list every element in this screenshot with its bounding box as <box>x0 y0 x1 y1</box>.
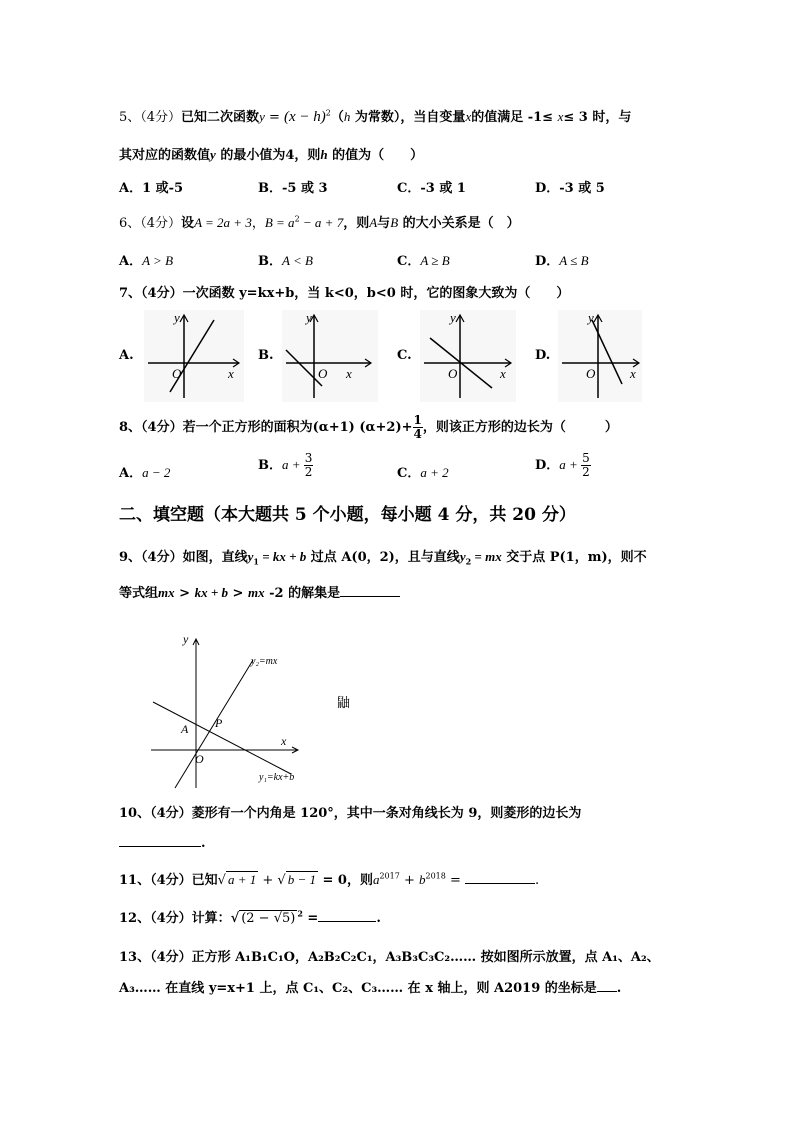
fraction: $\frac{5}{2}$ <box>582 451 590 479</box>
axis-x-label: x <box>228 366 234 381</box>
q5-option-d: D．-3 或 5 <box>535 181 605 196</box>
q7-line: 7、（4分）一次函数 y=kx+b，当 k<0，b<0 时，它的图象大致为（ ） <box>119 286 570 301</box>
graph-line <box>592 320 622 384</box>
q6-option-a: A．A > B <box>119 253 174 269</box>
q10-line1: 10、（4分）菱形有一个内角是 120°，其中一条对角线长为 9，则菱形的边长为 <box>119 806 582 821</box>
q8-option-d: D．a + $\frac{5}{2}$ <box>535 451 590 479</box>
q8-option-b: B．a + $\frac{3}{2}$ <box>258 451 313 479</box>
q8-option-a: A．a − 2 <box>119 465 171 481</box>
q7-option-d: D. <box>535 348 551 363</box>
q6-option-c: C．A ≥ B <box>397 253 450 269</box>
q10-line2: . <box>119 836 206 851</box>
origin-label: O <box>172 366 182 381</box>
q5-option-c: C．-3 或 1 <box>397 181 466 196</box>
q13-line1: 13、（4分）正方形 A₁B₁C₁O，A₂B₂C₂C₁，A₃B₃C₃C₂…… 按如图所示放置，点 A₁、A₂、 <box>119 950 660 965</box>
axis-y-label: y <box>306 310 312 325</box>
q7-option-b: B. <box>258 348 274 363</box>
fig-p-label: P <box>215 716 223 730</box>
q12-line: 12、（4分）计算：√ (2 − √5) $^2$ = . <box>119 908 381 926</box>
fraction: $\frac{3}{2}$ <box>304 451 313 479</box>
q5-line1: 5、（4分）已知二次函数$y = (x - h)^2(h$ 为常数），当自变量x的值满足 -1≤ x≤ 3 时，与 <box>119 108 632 125</box>
graph-c-svg <box>420 310 516 402</box>
origin-label: O <box>448 366 458 381</box>
section-heading: 二、填空题（本大题共 5 个小题，每小题 4 分，共 20 分） <box>119 505 576 525</box>
q13-line2: A₃…… 在直线 y=x+1 上，点 C₁、C₂、C₃…… 在 x 轴上，则 A2019 的坐标是 . <box>119 981 622 996</box>
answer-blank <box>119 846 201 847</box>
q9-figure-svg <box>145 632 325 792</box>
q8-line: 8、（4分）若一个正方形的面积为(α+1) (α+2)+ $\frac{1}{4}$ ，则该正方形的边长为（ ） <box>119 413 618 441</box>
axis-y-label: y <box>588 310 594 325</box>
graph-line <box>286 350 322 386</box>
axis-y-label: y <box>174 310 180 325</box>
q6-line: 6、（4分）设A = 2a + 3，$B = a^2 - a + 7$，则A与B 的大小关系是（ ） <box>119 214 520 231</box>
fig-origin-label: O <box>195 752 204 766</box>
fig-y-label: y <box>183 632 189 646</box>
q7-graph-c <box>420 310 516 402</box>
sqrt-symbol: √ <box>230 911 240 926</box>
q9-figure <box>145 632 325 792</box>
q9-line1: 9、（4分）如图，直线$y_1$ = kx + b 过点 A(0，2)，且与直线$y_2$ = mx 交于点 P(1，m)，则不 <box>119 549 647 567</box>
q7-option-c: C. <box>397 348 412 363</box>
graph-a-svg <box>144 310 244 402</box>
q6-option-b: B．A < B <box>258 253 313 269</box>
sqrt-symbol: √ <box>277 873 286 888</box>
sqrt-symbol: √ <box>217 873 226 888</box>
q5-line2: 其对应的函数值y 的最小值为4，则h 的值为（ ） <box>119 147 424 163</box>
answer-blank <box>465 883 535 884</box>
answer-blank <box>318 921 376 922</box>
fig-y1-label: y₁=kx+b <box>259 772 295 783</box>
axis-x-label: x <box>346 366 352 381</box>
fig-a-label: A <box>181 722 189 736</box>
q5-option-a: A．1 或-5 <box>119 181 184 196</box>
origin-label: O <box>318 366 328 381</box>
q6-option-d: D．A ≤ B <box>535 253 589 269</box>
q7-option-a: A. <box>119 348 134 363</box>
graph-b-svg <box>282 310 378 402</box>
origin-label: O <box>586 366 596 381</box>
line-y1 <box>153 702 291 774</box>
axis-x-label: x <box>500 366 506 381</box>
q7-graph-b <box>282 310 378 402</box>
q7-graph-d <box>558 310 642 402</box>
q9-line2: 等式组mx > kx + b > mx -2 的解集是 <box>119 582 400 601</box>
answer-blank <box>597 991 617 992</box>
axis-x-label: x <box>630 366 636 381</box>
stray-character: 鼬 <box>337 696 351 711</box>
q8-option-c: C．a + 2 <box>397 465 449 481</box>
fraction: $\frac{1}{4}$ <box>413 413 422 441</box>
q5-option-b: B．-5 或 3 <box>258 181 328 196</box>
fig-x-label: x <box>281 734 287 748</box>
axis-y-label: y <box>450 310 456 325</box>
q7-graph-a <box>144 310 244 402</box>
graph-d-svg <box>558 310 642 402</box>
fig-y2-label: y₂=mx <box>251 656 278 667</box>
q11-line: 11、（4分）已知√ a + 1 + √ b − 1 = 0，则$a^{2017} + b^{2018}$ = . <box>119 871 540 888</box>
answer-blank <box>340 596 400 597</box>
